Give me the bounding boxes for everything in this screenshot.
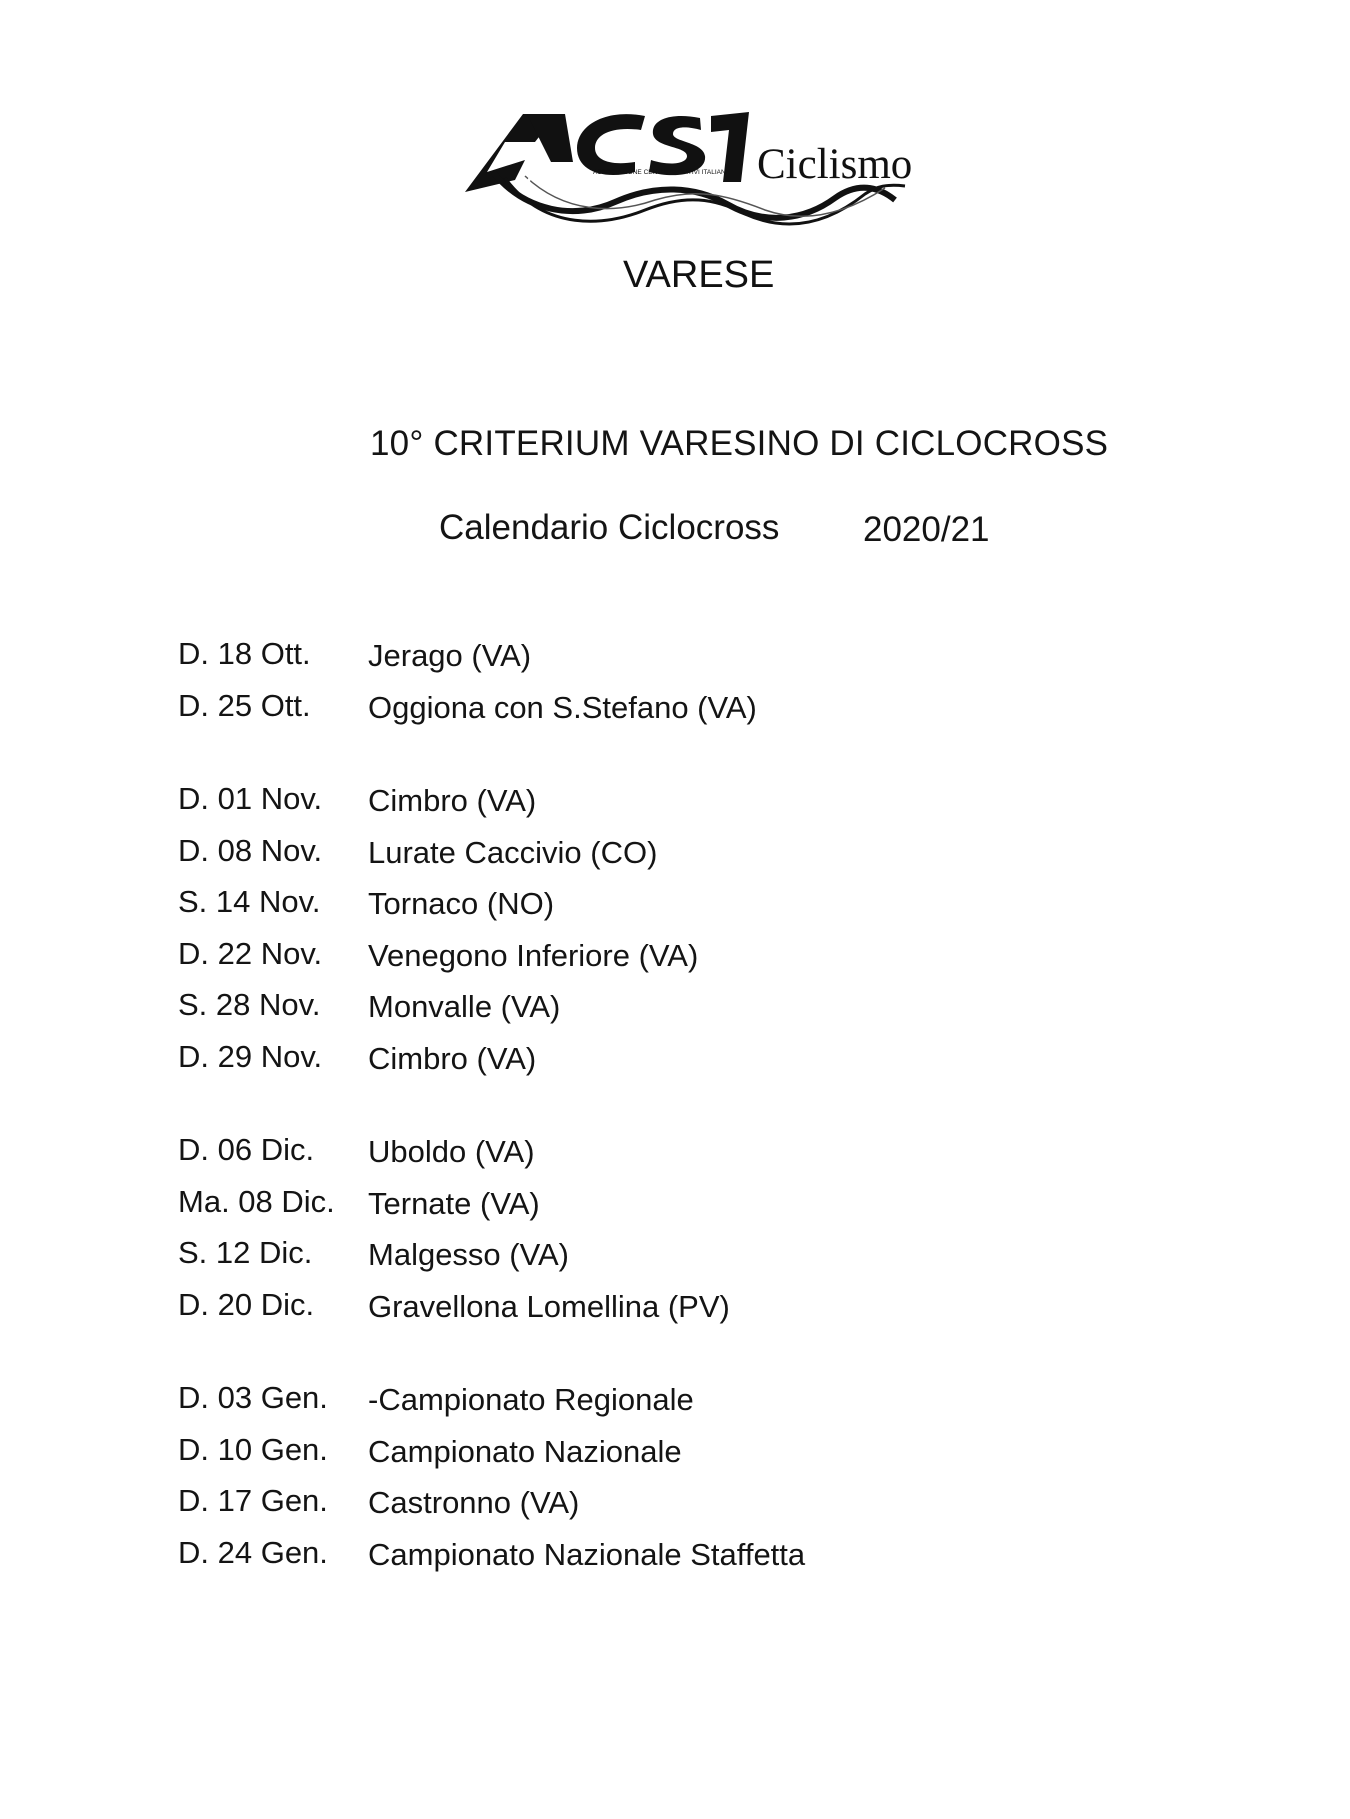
schedule-row <box>172 1287 972 1339</box>
logo-brand-text: Ciclismo <box>757 141 913 188</box>
schedule-row <box>172 688 972 740</box>
race-date: S. 12 Dic. <box>178 1235 313 1270</box>
race-location: Monvalle (VA) <box>368 989 561 1024</box>
schedule-row <box>172 1535 972 1587</box>
race-date: D. 17 Gen. <box>178 1483 328 1518</box>
acsi-logo <box>465 102 935 317</box>
race-location: Ternate (VA) <box>368 1185 540 1221</box>
schedule-row <box>172 1039 972 1091</box>
race-location: Venegono Inferiore (VA) <box>368 937 699 973</box>
schedule-row <box>172 1432 972 1484</box>
race-date: D. 10 Gen. <box>178 1431 328 1467</box>
race-location: Campionato Nazionale <box>368 1433 682 1469</box>
race-date: D. 18 Ott. <box>178 636 311 671</box>
schedule-row <box>172 987 972 1039</box>
schedule-row <box>172 1132 972 1184</box>
schedule-row <box>172 636 972 688</box>
schedule-month-group <box>172 1380 972 1586</box>
race-date: S. 14 Nov. <box>178 884 321 919</box>
race-location: Oggiona con S.Stefano (VA) <box>368 689 757 725</box>
race-location: Tornaco (NO) <box>368 886 555 921</box>
race-date: D. 29 Nov. <box>178 1038 323 1074</box>
race-date: D. 03 Gen. <box>178 1380 328 1415</box>
subtitle-year: 2020/21 <box>863 510 990 549</box>
schedule-row <box>172 884 972 936</box>
schedule-row <box>172 1235 972 1287</box>
document-subtitle <box>439 508 990 549</box>
race-location: -Campionato Regionale <box>368 1382 694 1417</box>
schedule-month-group <box>172 781 972 1090</box>
race-location: Jerago (VA) <box>368 638 532 673</box>
race-date: D. 01 Nov. <box>178 781 323 816</box>
schedule-row <box>172 781 972 833</box>
document-title: 10° CRITERIUM VARESINO DI CICLOCROSS <box>370 424 1109 463</box>
race-date: S. 28 Nov. <box>178 987 321 1022</box>
race-location: Gravellona Lomellina (PV) <box>368 1288 730 1324</box>
logo-city-text: VARESE <box>623 254 775 296</box>
schedule-month-group <box>172 636 972 739</box>
race-location: Campionato Nazionale Staffetta <box>368 1536 806 1572</box>
race-date: D. 20 Dic. <box>178 1286 315 1322</box>
race-date: D. 08 Nov. <box>178 832 323 868</box>
race-location: Uboldo (VA) <box>368 1134 535 1169</box>
race-date: Ma. 08 Dic. <box>178 1183 335 1219</box>
schedule-month-group <box>172 1132 972 1338</box>
race-location: Castronno (VA) <box>368 1485 580 1520</box>
race-schedule <box>172 636 972 1628</box>
schedule-row <box>172 1380 972 1432</box>
schedule-row <box>172 833 972 885</box>
race-location: Cimbro (VA) <box>368 1040 537 1076</box>
race-date: D. 06 Dic. <box>178 1132 315 1167</box>
race-date: D. 22 Nov. <box>178 935 323 971</box>
schedule-row <box>172 936 972 988</box>
race-location: Malgesso (VA) <box>368 1237 569 1272</box>
race-location: Cimbro (VA) <box>368 783 537 818</box>
subtitle-label: Calendario Ciclocross <box>439 508 780 547</box>
schedule-row <box>172 1483 972 1535</box>
schedule-row <box>172 1184 972 1236</box>
race-date: D. 24 Gen. <box>178 1534 328 1570</box>
race-date: D. 25 Ott. <box>178 687 311 723</box>
acsi-logo-tagline: ASSOCIAZIONE CENTRI SPORTIVI ITALIANI <box>593 169 728 176</box>
race-location: Lurate Caccivio (CO) <box>368 834 658 870</box>
